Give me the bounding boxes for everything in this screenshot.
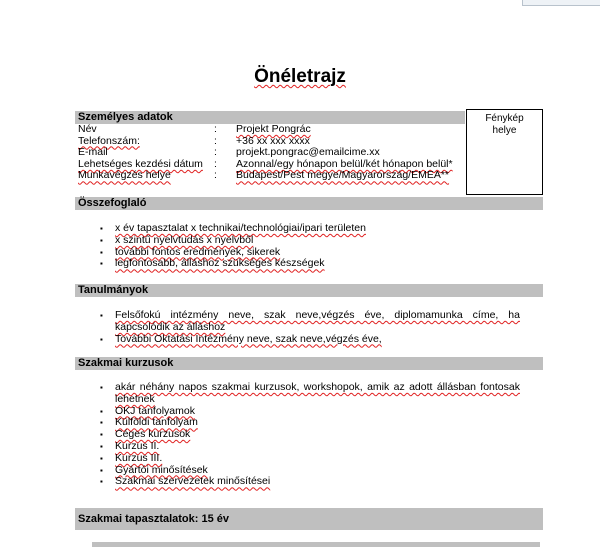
photo-placeholder (466, 109, 543, 195)
info-colon: : (214, 134, 217, 147)
list-item: ▪ legfontosabb, álláshoz szükséges készségek (100, 258, 366, 270)
section-header-studies: Tanulmányok (75, 284, 543, 297)
info-value: Azonnal/egy hónapon belül/két hónapon belül* (236, 157, 453, 170)
info-colon: : (214, 146, 217, 159)
section-header-experience: Szakmai tapasztalatok: 15 év (75, 508, 543, 530)
info-colon: : (214, 123, 217, 135)
list-item: ▪ Felsőfokú intézmény neve, szak neve,végzés éve, diplomamunka címe, ha kapcsolódik az álláshoz (100, 310, 520, 334)
courses-list (100, 382, 520, 488)
photo-label-2: helye (492, 125, 517, 136)
list-item: ▪ akár néhány napos szakmai kurzusok, workshopok, amik az adott állásban fontosak lehetnek (100, 382, 520, 406)
studies-list (100, 310, 520, 345)
info-colon: : (214, 157, 217, 170)
info-label: Név (78, 123, 97, 135)
section-header-summary: Összefoglaló (75, 197, 543, 210)
summary-list (100, 223, 366, 270)
next-section-bar (92, 542, 540, 547)
list-item: ▪ Külföldi tanfolyam (100, 417, 520, 429)
info-value: projekt.pongrac@emailcime.xx (236, 146, 380, 159)
info-value: Budapest/Pest megye/Magyarország/EMEA** (236, 169, 450, 182)
list-item: ▪ x szintű nyelvtudás x nyelvből (100, 235, 366, 247)
page-title: Önéletrajz (254, 66, 346, 87)
info-value: +36 xx xxx xxxx (236, 134, 310, 147)
window-edge (522, 0, 600, 6)
info-label: E-mail (78, 146, 108, 159)
info-label: Telefonszám: (78, 134, 140, 147)
list-item: ▪ További Oktatási Intézmény neve, szak neve,végzés éve, (100, 334, 520, 346)
section-header-personal: Személyes adatok (75, 111, 465, 124)
info-colon: : (214, 169, 217, 182)
list-item: ▪ Céges kurzusok (100, 429, 520, 441)
info-value: Projekt Pongrác (236, 123, 311, 135)
list-item: ▪ x év tapasztalat x technikai/technológiai/ipari területen (100, 223, 366, 235)
list-item: ▪ Szakmai szervezetek minősítései (100, 476, 520, 488)
section-header-courses: Szakmai kurzusok (75, 357, 543, 370)
info-label: Lehetséges kezdési dátum (78, 157, 203, 170)
list-item: ▪ Kurzus II. (100, 441, 520, 453)
list-item: ▪ további fontos eredmények, sikerek (100, 247, 366, 259)
list-item: ▪ OKJ tanfolyamok (100, 406, 520, 418)
photo-label-1: Fénykép (485, 113, 524, 124)
info-label: Munkavégzés helye (78, 169, 171, 182)
list-item: ▪ Kurzus III. (100, 453, 520, 465)
list-item: ▪ Gyártói minősítések (100, 465, 520, 477)
